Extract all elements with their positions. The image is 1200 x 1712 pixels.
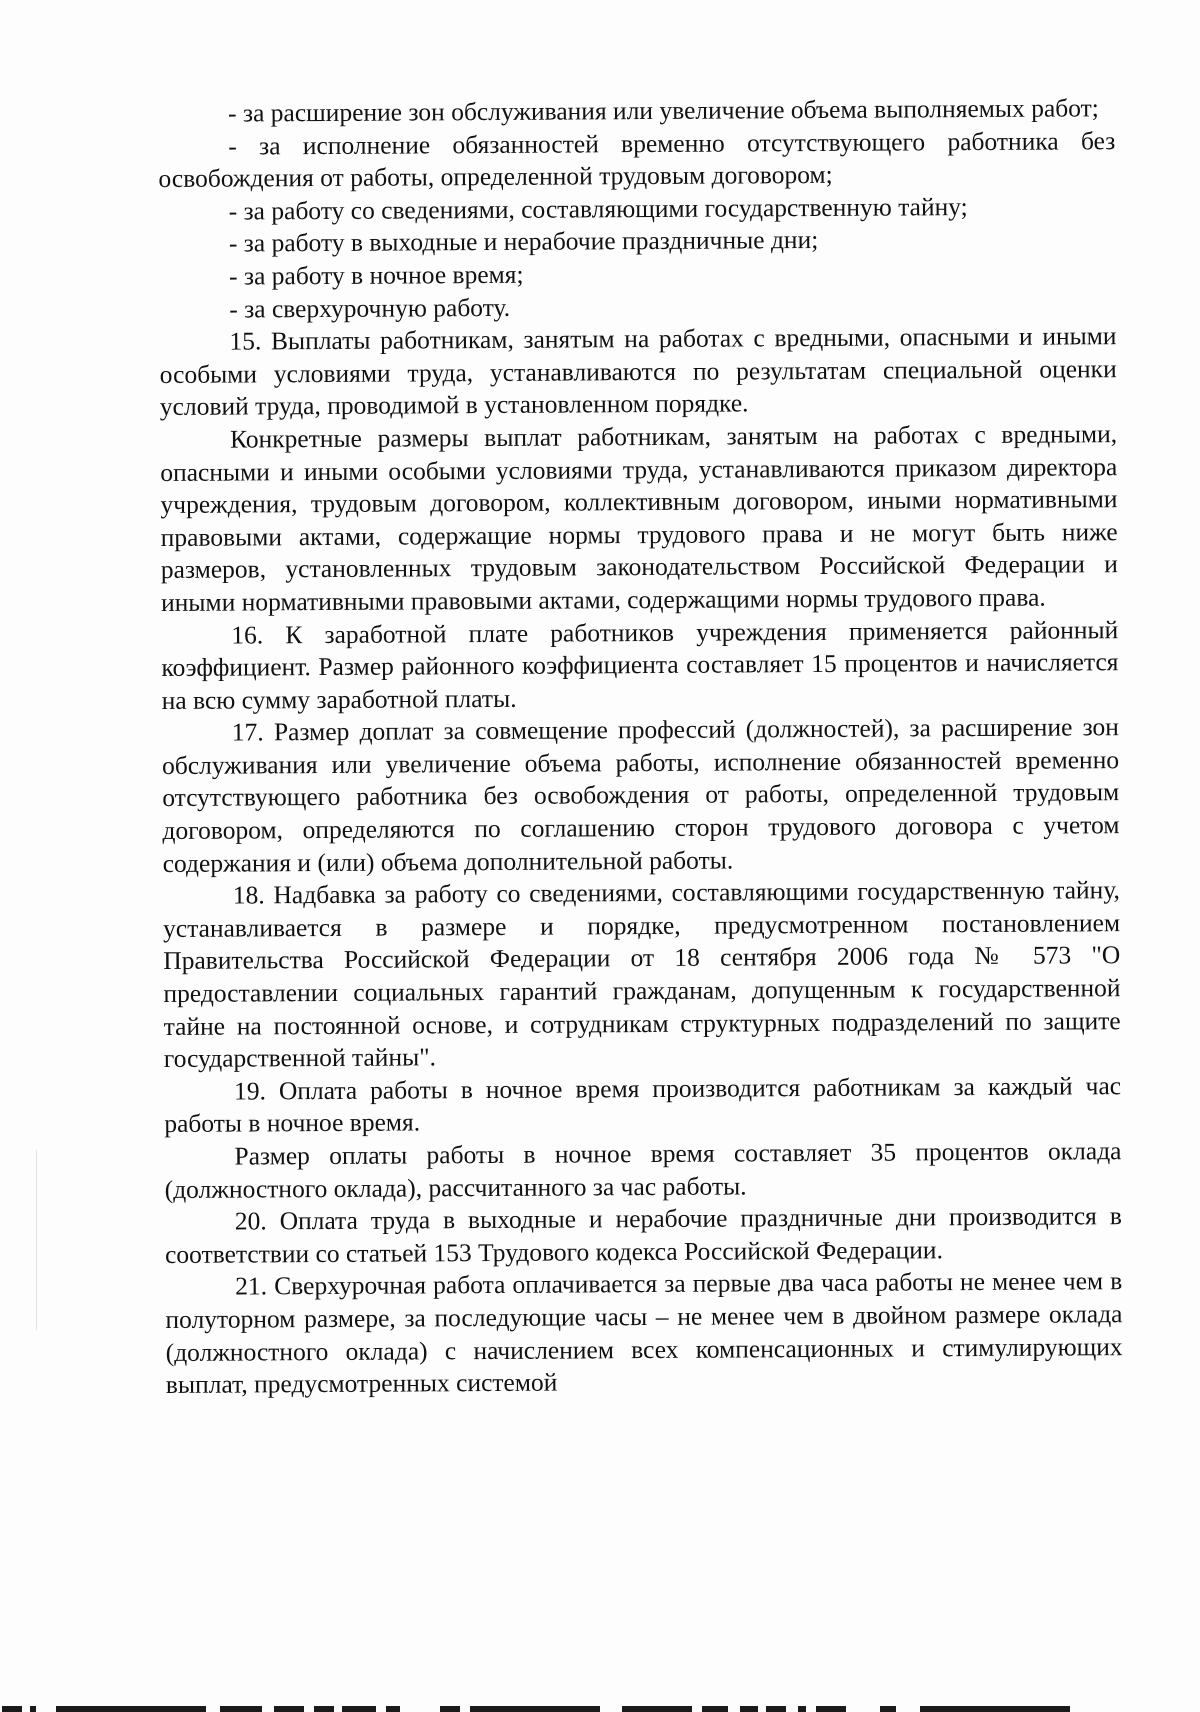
paragraph-clause-18: 18. Надбавка за работу со сведениями, составляющими государственную тайну, устанавливается в размере и порядке, предусмотренном постановлением Правительства Российской Федерации от 18 сентября 2006 года № 573 "О предоставлении социальных гарантий гражданам, допущенным к государственной тайне на постоянной основе, и сотрудникам структурных подразделений по защите государственной тайны".: [162, 875, 1121, 1074]
paragraph-zone-expansion: - за расширение зон обслуживания или увеличение объема выполняемых работ;: [228, 93, 1099, 128]
paragraph-clause-20: 20. Оплата труда в выходные и нерабочие праздничные дни производится в соответствии со статьей 153 Трудового кодекса Российской Федерации.: [164, 1201, 1122, 1269]
paragraph-clause-19: 19. Оплата работы в ночное время производится работникам за каждый час работы в ночное время.: [164, 1070, 1122, 1139]
paragraph-absent-worker: - за исполнение обязанностей временно отсутствующего работника без освобождения от работы, определенной трудовым договором;: [158, 125, 1116, 194]
paragraph-clause-15: 15. Выплаты работникам, занятым на работах с вредными, опасными и иными особыми условиями труда, устанавливаются по результатам специальной оценки условий труда, проводимой в установленном порядке.: [159, 321, 1117, 422]
paragraph-clause-21: 21. Сверхурочная работа оплачивается за первые два часа работы не менее чем в полуторном размере, за последующие часы – не менее чем в двойном размере оклада (должностного оклада) с начислением всех компенсационных и стимулирующих выплат, предусмотренных системой: [165, 1266, 1123, 1400]
paragraph-holidays: - за работу в выходные и нерабочие праздничные дни;: [228, 225, 819, 258]
paragraph-clause-19-detail: Размер оплаты работы в ночное время составляет 35 процентов оклада (должностного оклада), рассчитанного за час работы.: [164, 1136, 1122, 1204]
paragraph-clause-15-detail: Конкретные размеры выплат работникам, занятым на работах с вредными, опасными и иными особыми условиями труда, устанавливаются приказом директора учреждения, трудовым договором, коллективным договором, иными нормативными правовыми актами, содержащие нормы трудового права и не могут быть ниже размеров, установленных трудовым законодательством Российской Федерации и иными нормативными правовыми актами, содержащими нормы трудового права.: [160, 419, 1118, 617]
paragraph-overtime: - за сверхурочную работу.: [229, 292, 511, 324]
scan-artifact-bar: [0, 1697, 1200, 1712]
scan-edge-line: [36, 1150, 37, 1330]
paragraph-clause-16: 16. К заработной плате работников учреждения применяется районный коэффициент. Размер районного коэффициента составляет 15 процентов и начисляется на всю сумму заработной платы.: [161, 614, 1119, 715]
paragraph-night-time: - за работу в ночное время;: [229, 259, 524, 291]
paragraph-clause-17: 17. Размер доплат за совмещение профессий (должностей), за расширение зон обслуживания или увеличение объема работы, исполнение обязанностей временно отсутствующего работника без освобождения от работы, определенной трудовым договором, определяются по соглашению сторон трудового договора с учетом содержания и (или) объема дополнительной работы.: [161, 712, 1120, 878]
document-body: [158, 92, 1123, 1402]
paragraph-state-secret: - за работу со сведениями, составляющими государственную тайну;: [228, 191, 968, 226]
